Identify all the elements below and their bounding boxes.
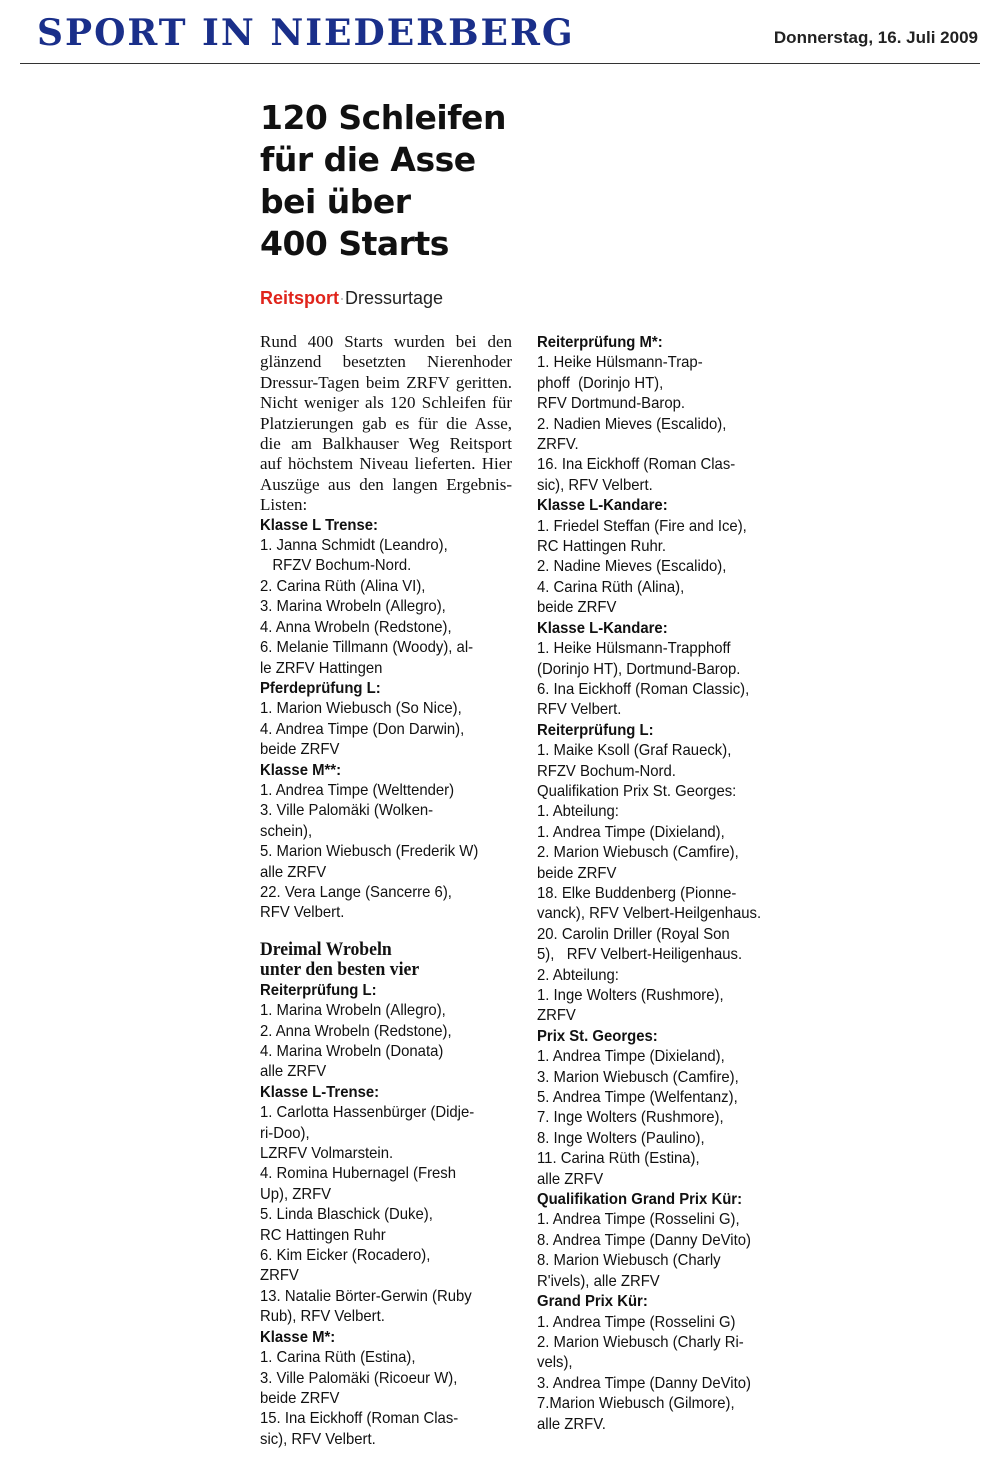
- result-line: 1. Andrea Timpe (Welttender): [260, 781, 455, 799]
- result-category-heading: Klasse M*:: [260, 1328, 336, 1346]
- article-column-left: [260, 332, 512, 1450]
- result-line: ZRFV.: [537, 436, 579, 454]
- result-line: vanck), RFV Velbert-Heilgenhaus.: [537, 905, 762, 923]
- result-line: (Dorinjo HT), Dortmund-Barop.: [537, 660, 741, 678]
- result-line: vels),: [537, 1354, 573, 1372]
- result-category-heading: Prix St. Georges:: [537, 1027, 658, 1045]
- result-line: 3. Andrea Timpe (Danny DeVito): [537, 1374, 751, 1392]
- result-line: 18. Elke Buddenberg (Pionne-: [537, 884, 737, 902]
- result-line: 1. Andrea Timpe (Dixieland),: [537, 1048, 725, 1066]
- masthead: SPORT IN NIEDERBERG: [37, 12, 575, 54]
- result-line: alle ZRFV: [537, 1170, 604, 1188]
- headline-line: 400 Starts: [260, 224, 449, 263]
- result-line: 22. Vera Lange (Sancerre 6),: [260, 883, 452, 901]
- result-category-heading: Qualifikation Grand Prix Kür:: [537, 1191, 743, 1209]
- result-line: 4. Carina Rüth (Alina),: [537, 578, 685, 596]
- result-line: 3. Marion Wiebusch (Camfire),: [537, 1068, 739, 1086]
- result-line: RC Hattingen Ruhr.: [537, 538, 667, 556]
- subheadline-line: unter den besten vier: [260, 959, 420, 981]
- rubric-separator: ·: [339, 288, 346, 308]
- result-line: 2. Anna Wrobeln (Redstone),: [260, 1022, 452, 1040]
- result-line: ri-Doo),: [260, 1124, 310, 1142]
- rubric-category: Reitsport: [260, 288, 340, 308]
- result-line: 5. Andrea Timpe (Welfentanz),: [537, 1089, 738, 1107]
- result-category-heading: Reiterprüfung M*:: [537, 334, 663, 351]
- article-column-right: [537, 333, 789, 1435]
- result-line: 8. Inge Wolters (Paulino),: [537, 1129, 705, 1147]
- result-line: 1. Marion Wiebusch (So Nice),: [260, 700, 462, 718]
- result-line: le ZRFV Hattingen: [260, 659, 383, 677]
- result-category-heading: Reiterprüfung L:: [260, 981, 377, 999]
- result-line: RFV Velbert.: [260, 904, 345, 922]
- result-line: 13. Natalie Börter-Gerwin (Ruby: [260, 1287, 472, 1305]
- result-line: 2. Marion Wiebusch (Camfire),: [537, 844, 739, 862]
- result-line: 1. Abteilung:: [537, 803, 619, 821]
- result-line: 1. Andrea Timpe (Rosselini G): [537, 1313, 736, 1331]
- result-line: 6. Ina Eickhoff (Roman Classic),: [537, 680, 750, 698]
- result-line: RFZV Bochum-Nord.: [537, 762, 676, 780]
- result-line: sic), RFV Velbert.: [537, 476, 653, 494]
- result-category-heading: Klasse L Trense:: [260, 516, 379, 534]
- result-line: 3. Ville Palomäki (Wolken-: [260, 802, 434, 820]
- result-line: sic), RFV Velbert.: [260, 1430, 376, 1448]
- result-line: 2. Nadine Mieves (Escalido),: [537, 558, 727, 576]
- results-list-right: [537, 333, 770, 1435]
- result-line: schein),: [260, 822, 313, 840]
- result-line: 3. Marina Wrobeln (Allegro),: [260, 598, 446, 616]
- result-line: RFV Velbert.: [537, 701, 622, 719]
- result-line: 4. Romina Hubernagel (Fresh: [260, 1165, 457, 1183]
- results-list-left: [260, 516, 512, 1450]
- result-line: 5. Linda Blaschick (Duke),: [260, 1206, 433, 1224]
- result-line: 3. Ville Palomäki (Ricoeur W),: [260, 1369, 458, 1387]
- header-rule: [20, 63, 980, 64]
- result-line: 1. Andrea Timpe (Dixieland),: [537, 823, 725, 841]
- result-line: ZRFV: [260, 1267, 299, 1285]
- result-line: 7. Inge Wolters (Rushmore),: [537, 1109, 724, 1127]
- result-line: 1. Friedel Steffan (Fire and Ice),: [537, 517, 747, 535]
- result-line: 4. Marina Wrobeln (Donata): [260, 1043, 444, 1060]
- result-line: 1. Carina Rüth (Estina),: [260, 1349, 416, 1367]
- result-line: Up), ZRFV: [260, 1185, 332, 1203]
- subheadline-line: Dreimal Wrobeln: [260, 938, 392, 960]
- result-line: alle ZRFV: [260, 1063, 327, 1081]
- result-line: 7.Marion Wiebusch (Gilmore),: [537, 1395, 735, 1413]
- result-line: 8. Marion Wiebusch (Charly: [537, 1252, 721, 1270]
- result-category-heading: Klasse L-Kandare:: [537, 497, 668, 515]
- result-line: 5), RFV Velbert-Heiligenhaus.: [537, 946, 743, 964]
- result-line: 11. Carina Rüth (Estina),: [537, 1150, 700, 1168]
- article-intro: Rund 400 Starts wurden bei den glänzend besetzten Nierenhoder Dressur-Tagen beim ZRFV geritten. Nicht weniger als 120 Schleifen für Platzierungen gab es für die Asse, die am Balkhauser Weg Reitsport auf höchstem Niveau lieferten. Hier Auszüge aus den langen Ergebnis-Listen:: [260, 332, 512, 515]
- result-line: 1. Heike Hülsmann-Trap-: [537, 354, 703, 372]
- subheadline: [260, 940, 512, 981]
- results-block-2: [260, 981, 512, 1450]
- result-line: beide ZRFV: [537, 599, 617, 617]
- headline-line: für die Asse: [260, 140, 476, 179]
- result-line: 1. Marina Wrobeln (Allegro),: [260, 1002, 446, 1020]
- result-line: 20. Carolin Driller (Royal Son: [537, 925, 730, 943]
- result-line: RFZV Bochum-Nord.: [260, 557, 412, 575]
- result-line: 16. Ina Eickhoff (Roman Clas-: [537, 456, 736, 474]
- result-line: 4. Andrea Timpe (Don Darwin),: [260, 720, 465, 738]
- result-category-heading: Klasse L-Trense:: [260, 1083, 380, 1101]
- result-line: 1. Andrea Timpe (Rosselini G),: [537, 1211, 740, 1229]
- result-line: 1. Heike Hülsmann-Trapphoff: [537, 640, 731, 658]
- headline: [260, 97, 506, 265]
- result-category-heading: Pferdeprüfung L:: [260, 679, 381, 697]
- result-line: beide ZRFV: [260, 741, 340, 759]
- dateline: Donnerstag, 16. Juli 2009: [773, 28, 978, 47]
- result-line: 8. Andrea Timpe (Danny DeVito): [537, 1231, 751, 1249]
- result-line: LZRFV Volmarstein.: [260, 1145, 394, 1163]
- result-line: RC Hattingen Ruhr: [260, 1226, 386, 1244]
- result-line: 1. Inge Wolters (Rushmore),: [537, 987, 724, 1004]
- result-line: 6. Kim Eicker (Rocadero),: [260, 1247, 431, 1265]
- rubric: [260, 288, 443, 309]
- result-line: alle ZRFV: [260, 863, 327, 881]
- result-category-heading: Reiterprüfung L:: [537, 721, 654, 739]
- result-line: 2. Nadien Mieves (Escalido),: [537, 415, 727, 433]
- result-line: beide ZRFV: [260, 1389, 340, 1407]
- headline-line: 120 Schleifen: [260, 98, 506, 137]
- result-line: 5. Marion Wiebusch (Frederik W): [260, 843, 479, 861]
- rubric-subcategory: Dressurtage: [345, 288, 444, 308]
- result-category-heading: Klasse L-Kandare:: [537, 619, 668, 637]
- result-line: beide ZRFV: [537, 864, 617, 882]
- result-line: 15. Ina Eickhoff (Roman Clas-: [260, 1410, 459, 1428]
- result-category-heading: Klasse M**:: [260, 761, 342, 779]
- result-category-heading: Grand Prix Kür:: [537, 1293, 648, 1311]
- result-line: alle ZRFV.: [537, 1415, 606, 1433]
- result-line: Rub), RFV Velbert.: [260, 1308, 385, 1326]
- result-line: 2. Marion Wiebusch (Charly Ri-: [537, 1333, 744, 1351]
- result-line: 2. Carina Rüth (Alina VI),: [260, 577, 426, 595]
- result-line: 2. Abteilung:: [537, 966, 619, 984]
- result-line: 1. Janna Schmidt (Leandro),: [260, 537, 448, 555]
- result-line: ZRFV: [537, 1007, 576, 1025]
- results-block-3: [537, 333, 770, 1435]
- results-block-1: [260, 516, 512, 924]
- result-line: RFV Dortmund-Barop.: [537, 395, 686, 413]
- result-line: 6. Melanie Tillmann (Woody), al-: [260, 639, 474, 657]
- result-line: 4. Anna Wrobeln (Redstone),: [260, 618, 452, 636]
- result-line: 1. Maike Ksoll (Graf Raueck),: [537, 742, 732, 760]
- result-line: 1. Carlotta Hassenbürger (Didje-: [260, 1104, 475, 1122]
- result-line: Qualifikation Prix St. Georges:: [537, 782, 737, 800]
- result-line: phoff (Dorinjo HT),: [537, 374, 664, 392]
- headline-line: bei über: [260, 182, 411, 221]
- result-line: R'ivels), alle ZRFV: [537, 1272, 660, 1290]
